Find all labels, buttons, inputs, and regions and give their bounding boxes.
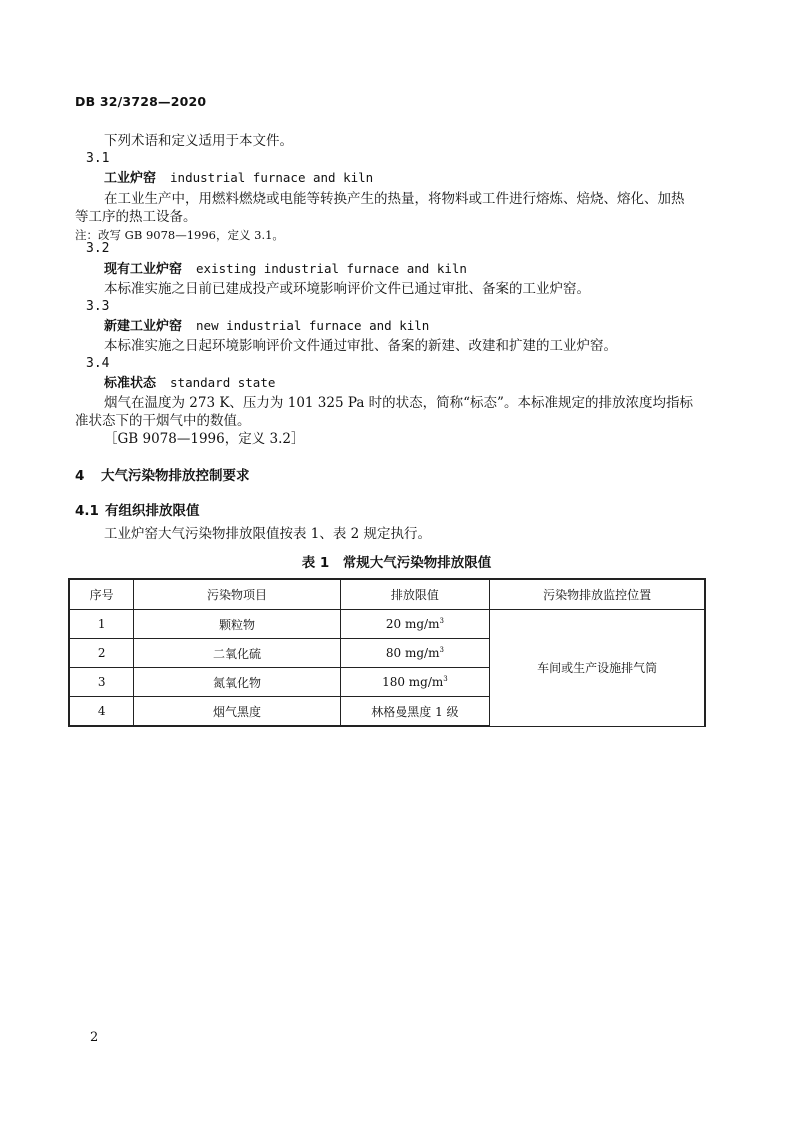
term-definition: 本标准实施之日前已建成投产或环境影响评价文件已通过审批、备案的工业炉窑。 [104,281,590,297]
pollutant-item: 氮氧化物 [134,668,340,697]
limit-cell [340,610,490,639]
term-number: 3.2 [86,241,110,256]
term-english: industrial furnace and kiln [170,170,374,185]
row-number: 4 [69,697,134,727]
limit-cell [340,668,490,697]
table-row [69,610,705,639]
term-chinese: 新建工业炉窑 [104,319,183,334]
limit-unit-superscript: 3 [439,646,444,654]
limit-cell [340,639,490,668]
term-reference: ［GB 9078—1996，定义 3.2］ [104,431,305,447]
document-header-id: DB 32/3728—2020 [75,94,207,109]
term-definition: 在工业生产中，用燃料燃烧或电能等转换产生的热量，将物料或工件进行熔炼、焙烧、熔化、加热 [104,191,685,207]
subsection-number: 4.1 [75,503,99,519]
section-number: 4 [75,468,85,484]
header-cell: 排放限值 [340,579,490,610]
limit-value: 180 mg/m [382,675,444,689]
emission-limits-table [68,578,706,727]
table-header-row [69,579,705,610]
limit-cell [340,697,490,727]
limit-value: 20 mg/m [385,617,440,631]
term-number: 3.1 [86,151,110,166]
header-cell: 污染物项目 [134,579,340,610]
pollutant-item: 二氧化硫 [134,639,340,668]
row-number: 2 [69,639,134,668]
term-english: new industrial furnace and kiln [196,318,430,333]
pollutant-item: 颗粒物 [134,610,340,639]
monitor-position: 车间或生产设施排气筒 [490,610,705,727]
term-definition-cont: 等工序的热工设备。 [75,209,197,225]
term-number: 3.4 [86,356,110,371]
table-caption: 表 1 常规大气污染物排放限值 [301,555,492,571]
term-definition: 本标准实施之日起环境影响评价文件通过审批、备案的新建、改建和扩建的工业炉窑。 [104,338,617,354]
section-heading [75,464,250,484]
subsection-title: 有组织排放限值 [105,503,200,519]
term-heading [104,373,275,394]
term-number: 3.3 [86,299,110,314]
header-cell: 污染物排放监控位置 [490,579,705,610]
term-chinese: 工业炉窑 [104,171,157,186]
header-cell: 序号 [69,579,134,610]
term-heading [104,316,429,337]
limit-value: 林格曼黑度 1 级 [371,704,459,719]
term-english: existing industrial furnace and kiln [196,261,467,276]
limit-unit-superscript: 3 [439,617,444,625]
term-english: standard state [170,375,276,390]
limit-value: 80 mg/m [385,646,440,660]
term-heading [104,259,467,280]
limit-unit-superscript: 3 [443,675,448,683]
subsection-text: 工业炉窑大气污染物排放限值按表 1、表 2 规定执行。 [104,526,432,542]
term-definition: 烟气在温度为 273 K、压力为 101 325 Pa 时的状态，简称“标态”。本标准规定的排放浓度均指标 [104,395,693,411]
pollutant-item: 烟气黑度 [134,697,340,727]
term-chinese: 现有工业炉窑 [104,262,183,277]
subsection-heading [75,499,200,519]
term-note: 注：改写 GB 9078—1996，定义 3.1。 [75,228,284,242]
row-number: 3 [69,668,134,697]
term-heading [104,168,373,189]
terms-intro: 下列术语和定义适用于本文件。 [104,133,293,149]
section-title: 大气污染物排放控制要求 [101,468,250,484]
page-number: 2 [90,1030,99,1045]
term-chinese: 标准状态 [104,376,157,391]
row-number: 1 [69,610,134,639]
term-definition-cont: 准状态下的干烟气中的数值。 [75,413,251,429]
